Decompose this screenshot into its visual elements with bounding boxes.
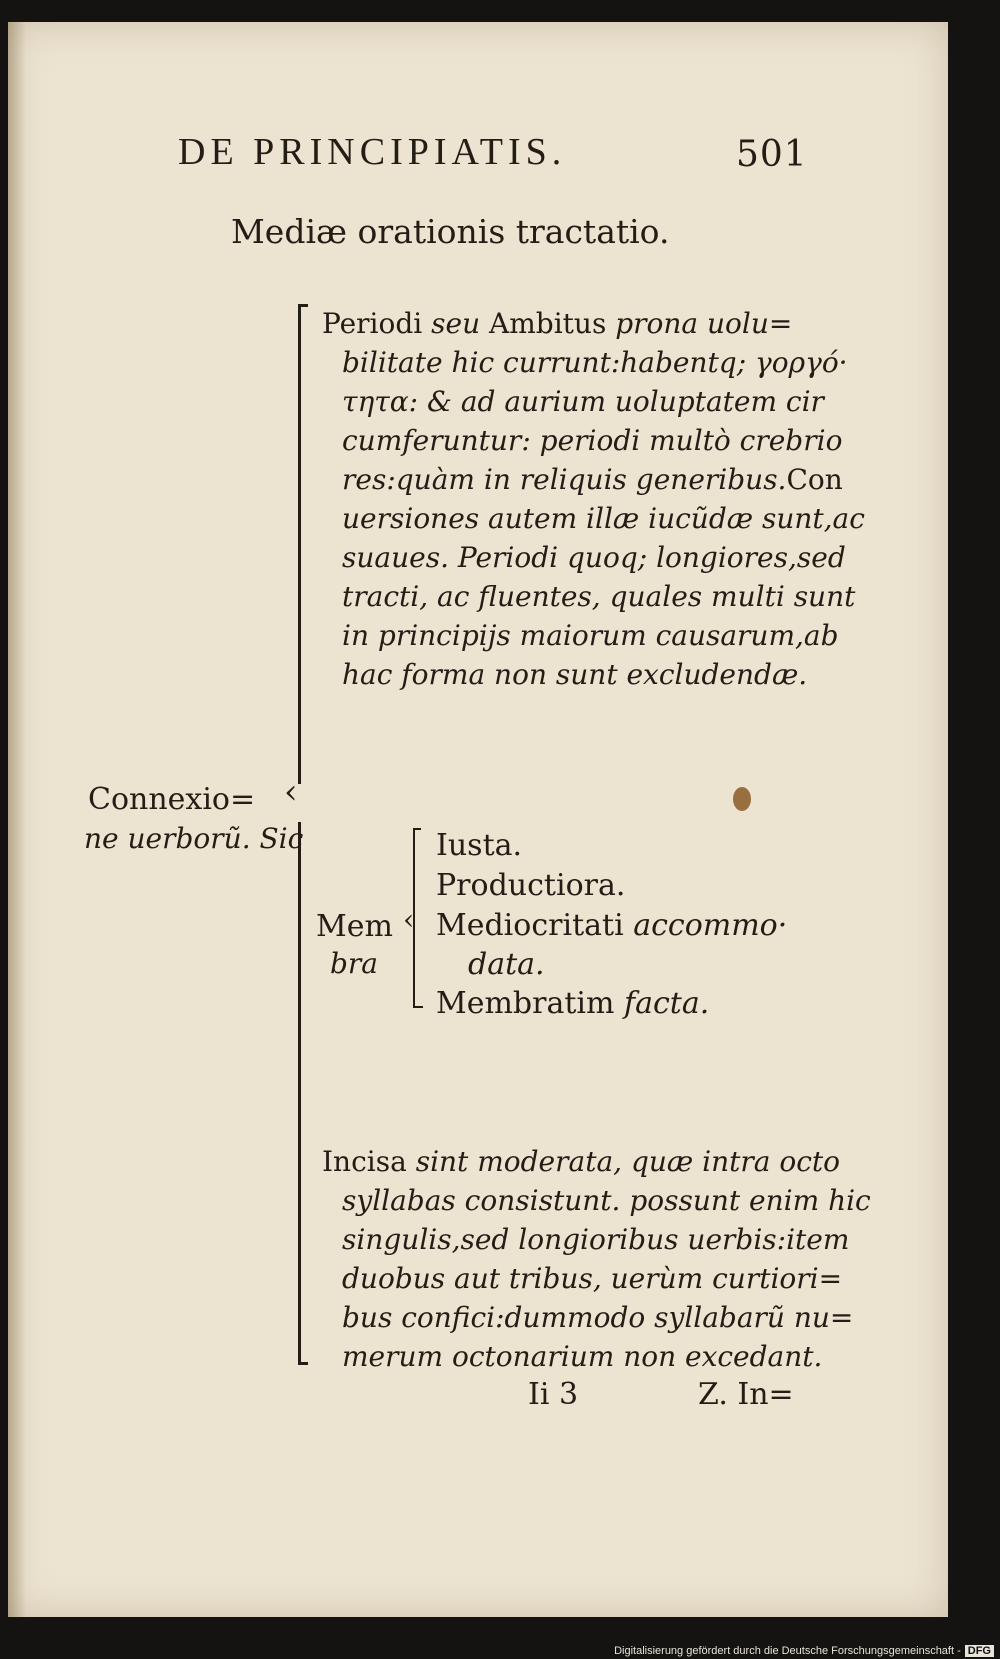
membra-item-iusta: Iusta. — [436, 828, 523, 863]
signature-mark: Ii 3 — [528, 1377, 579, 1412]
incisa-paragraph — [322, 1142, 871, 1376]
section-title: Mediæ orationis tractatio. — [231, 212, 670, 251]
membra-brace-point: ‹ — [403, 903, 415, 936]
dfg-logo: DFG — [965, 1645, 994, 1657]
membra-brace-bottom — [413, 1006, 423, 1008]
text-line: bilitate hic currunt:habentq; γοργό· — [342, 346, 848, 379]
membra-label-line2: bra — [330, 947, 379, 980]
membra-item-productiora: Productiora. — [436, 868, 626, 903]
text-line: Periodi seu Ambitus prona uolu= — [322, 307, 793, 340]
book-page — [8, 22, 948, 1617]
brace-bottom-hook — [298, 1362, 308, 1365]
text-line: Incisa sint moderata, quæ intra octo — [322, 1145, 840, 1178]
catchword: Z. In= — [698, 1377, 794, 1412]
text-line: res:quàm in reliquis generibus.Con — [342, 463, 843, 496]
membra-label-line1: Mem — [316, 909, 393, 944]
text-line: tracti, ac fluentes, quales multi sunt — [342, 580, 856, 613]
page-number: 501 — [736, 134, 808, 175]
text-line: bus confici:dummodo syllabarũ nu= — [342, 1301, 854, 1334]
text-line: in principijs maiorum causarum,ab — [342, 619, 839, 652]
text-line: suaues. Periodi quoq; longiores,sed — [342, 541, 846, 574]
text-line: τητα: & ad aurium uoluptatem cir — [342, 385, 824, 418]
membra-brace-top — [413, 828, 421, 830]
page-gutter-shadow — [8, 22, 26, 1617]
periodi-paragraph — [322, 304, 865, 694]
brace-upper-stem — [298, 304, 301, 784]
running-title: DE PRINCIPIATIS. — [178, 131, 567, 173]
text-line: hac forma non sunt excludendæ. — [342, 658, 808, 691]
side-label-line2: ne uerborũ. Sic — [84, 822, 304, 855]
brace-lower-stem — [298, 822, 301, 1362]
brace-point: ‹ — [284, 772, 298, 812]
text-line: duobus aut tribus, uerùm curtiori= — [342, 1262, 843, 1295]
membra-item-continuation: data. — [468, 947, 545, 982]
text-line: merum octonarium non excedant. — [342, 1340, 823, 1373]
text-line: syllabas consistunt. possunt enim hic — [342, 1184, 871, 1217]
brace-top-hook — [298, 304, 308, 307]
text-line: uersiones autem illæ iucũdæ sunt,ac — [342, 502, 865, 535]
digitization-credit: Digitalisierung gefördert durch die Deutsche Forschungsgemeinschaft - DFG — [614, 1645, 994, 1657]
side-label-line1: Connexio= — [88, 782, 256, 817]
text-line: cumferuntur: periodi multò crebrio — [342, 424, 843, 457]
membra-item-mediocritati: Mediocritati accommo· — [436, 908, 788, 943]
text-line: singulis,sed longioribus uerbis:item — [342, 1223, 850, 1256]
membra-item-membratim: Membratim facta. — [436, 986, 710, 1021]
ink-stain — [733, 787, 751, 811]
